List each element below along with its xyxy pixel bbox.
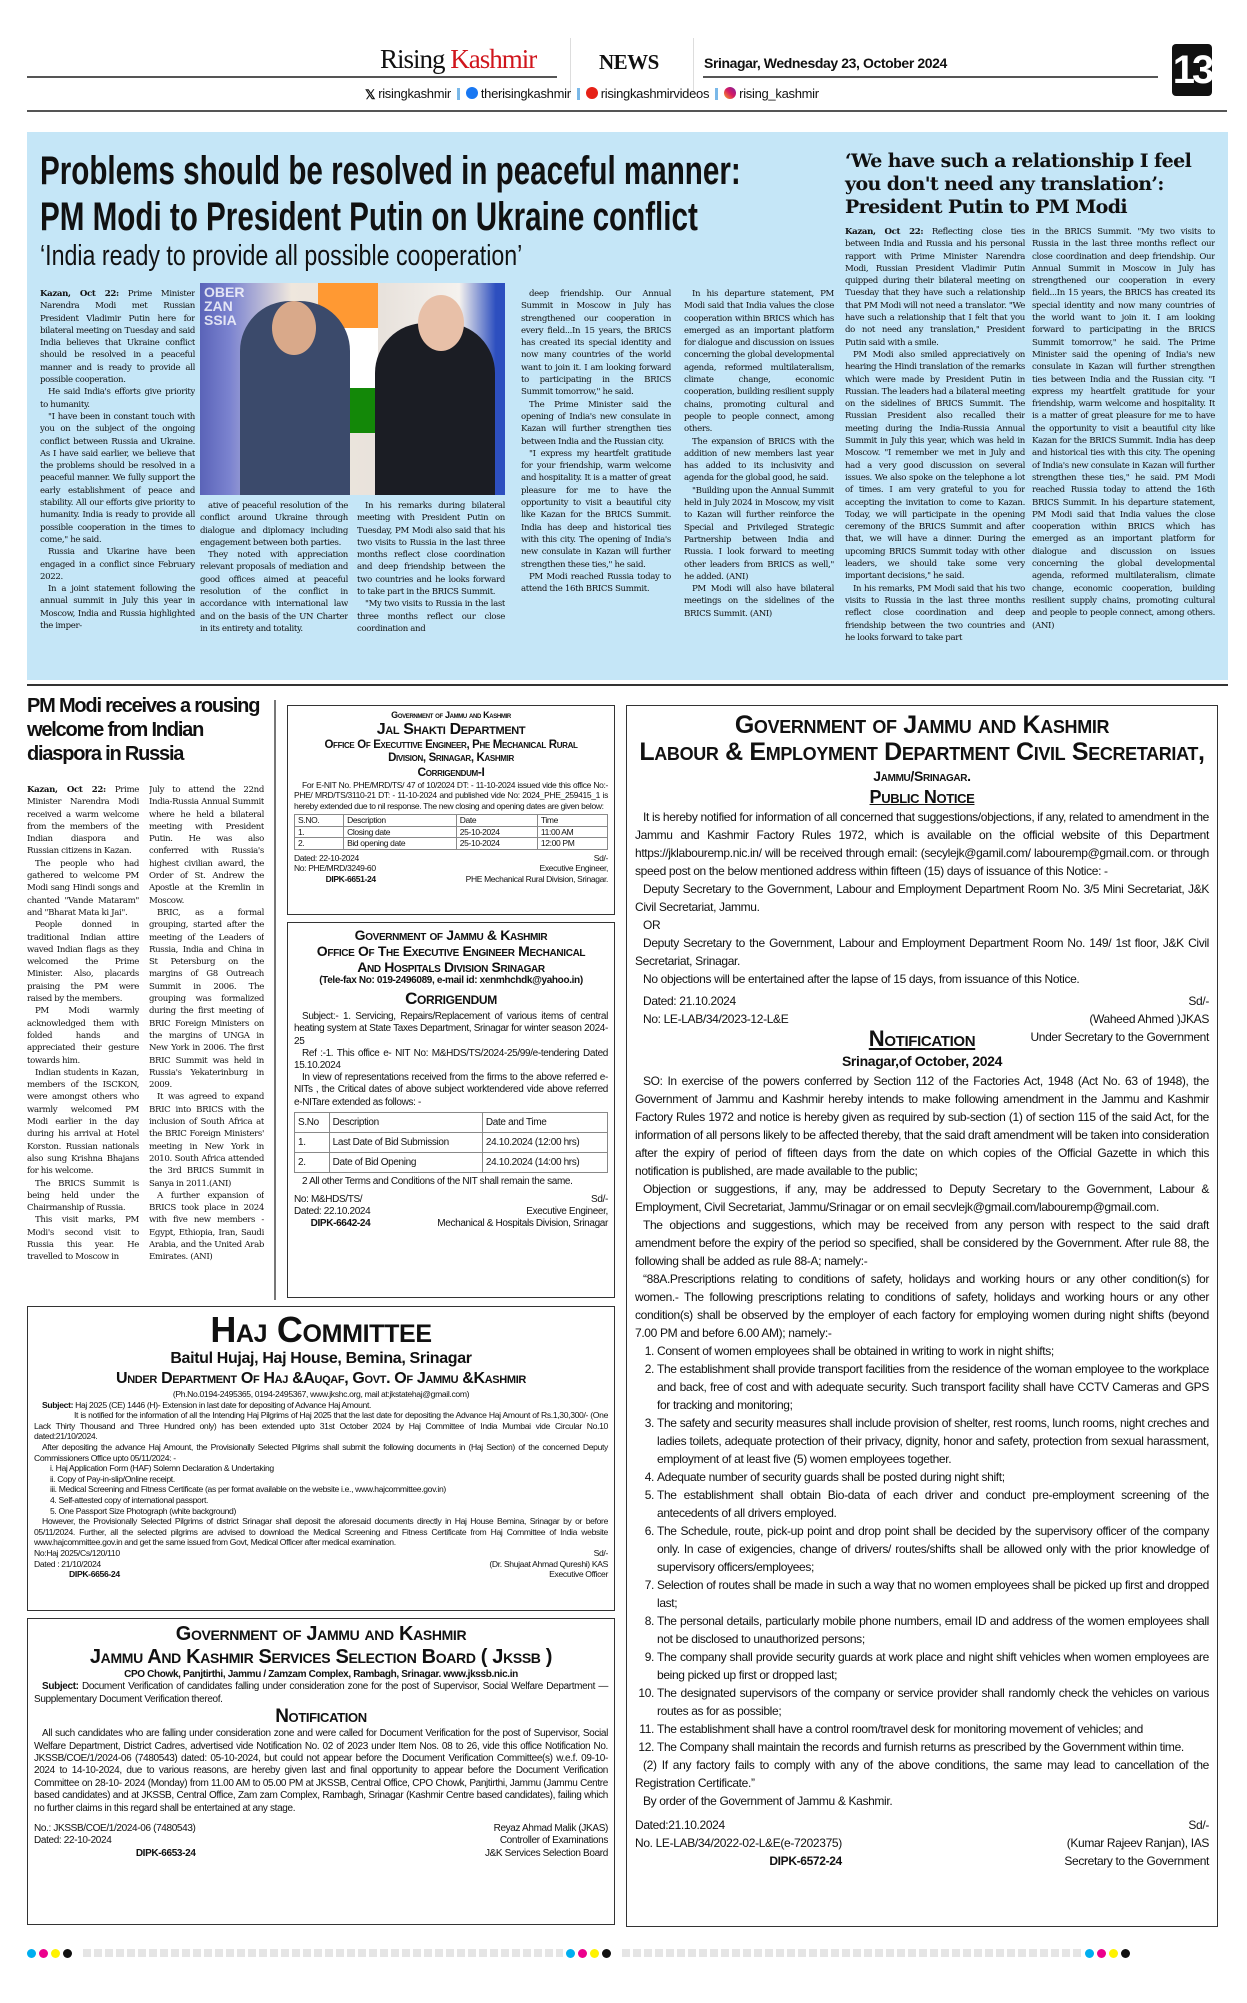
social-links (365, 86, 819, 101)
paragraph: OR (643, 918, 661, 932)
side-story-col2: in the BRICS Summit. "My two visits to Russia in the last three months reflect our close coordination and deep friendship. Our Annual Summit in Moscow in July has strengthened our cooperation in every field...In 15 years, the BRICS has created its special identity and now many countries of the world want to join it. I am looking forward to participating in the BRICS Summit tomorrow," he said. The Prime Minister said the opening of India's new consulate in Kazan will further strengthen ties between India and the Russian city. "I express my heartfelt gratitude for your friendship, warm welcome and hospitality. It is a matter of great pleasure for me to have the opportunity to visit a beautiful city like Kazan for the BRICS Summit. India has deep and historical ties with this city. The opening of India's new consulate in Kazan will further strengthen these ties," he said. PM Modi reached Russia today to attend the 16th BRICS Summit. In his departure statement, PM Modi said that India values the close cooperation within BRICS which has emerged as an important platform for dialogue and discussion on issues concerning the global developmental agenda, reformed multilateralism, climate change, economic cooperation, building resilient supply chains, promoting cultural and people to people connect, among others.(ANI) (1032, 227, 1215, 631)
paragraph: In his remarks during bilateral meeting with President Putin on Tuesday, PM Modi also said that his two visits to Russia in the last three months reflect close coordination and deep friendship between the two countries and he looks forward to take part in the BRICS Summit. (357, 501, 505, 598)
paragraph: Deputy Secretary to the Government, Labour and Employment Department Room No. 3/5 Mini Secretariat, J&K Civil Secretariat, Jammu. (635, 882, 1209, 914)
masthead-logo: Rising Kashmir (380, 44, 537, 74)
dateline: Srinagar, Wednesday 23, October 2024 (704, 55, 947, 71)
paragraph: deep friendship. Our Annual Summit in Moscow in July has strengthened our cooperation in every field...In 15 years, the BRICS has created its special identity and now many countries of the world want to join it. I am looking forward to participating in the BRICS Summit tomorrow," he said. (521, 289, 671, 398)
paragraph: This visit marks, PM Modi's second visit to Russia this year. He travelled to Moscow in (27, 1215, 139, 1263)
phe-dates-table: S.NO. Description Date Time 1. Closing date 25-10-2024 11:00 AM 2. Bid opening date 25-10-2024 12:00 PM (294, 814, 608, 850)
rule-item: 3. The safety and security measures shall include provision of shelter, rest rooms, lunch rooms, night creches and ladies toilets, adequate protection of their privacy, dignity, honor and safety, protection from sexual harassment, employment of at least five (5) women employees together. (657, 1414, 1209, 1468)
phe-corrigendum-notice: Government of Jammu and Kashmir Jal Shakti Department Office Of Executtive Engineer, Phe Mechanical Rural Division, Srinagar, Kashmir Corrigendum-I For E-NIT No. PHE/MRD/TS/ 47 of 10/2024 DT: - 11-10-2024 issued vide this office No:-PHE/ MRD/TS/3110-21 DT: - 11-10-2024 and published vide No: 2024_PHE_259415_1 is hereby extended due to nil response. The new closing and opening dates are given below: S.NO. Description Date Time 1. Closing date 25-10-2024 11:00 AM 2. Bid opening date 25-10-2024 12:00 PM Dated: 22-10-2024 No: PHE/MRD/3249-60 DIPK-6651-24 Sd/- Executive Engineer, PHE Mechanical Rural Division, Srinagar. (287, 705, 615, 915)
paragraph: The people who had gathered to welcome PM Modi sang Hindi songs and chanted "Vande Mataram" and "Bharat Mata ki Jai". (27, 858, 139, 918)
social-facebook[interactable]: therisingkashmir (466, 86, 571, 101)
paragraph: "My two visits to Russia in the last three months reflect our close coordination and (357, 599, 505, 634)
rules-list (635, 1342, 1209, 1756)
paragraph: In his departure statement, PM Modi said that India values the close cooperation within BRICS which has emerged as an important platform for dialogue and discussion on issues concerning the global developmental agenda, reformed multilateralism, climate change, economic cooperation, building resilient supply chains, promoting cultural and people to people connect, among others. (684, 289, 834, 435)
paragraph: Deputy Secretary to the Government, Labour and Employment Department Room No. 149/ 1st floor, J&K Civil Secretariat, Srinagar. (635, 936, 1209, 968)
social-youtube[interactable]: risingkashmirvideos (586, 86, 709, 101)
paragraph: PM Modi warmly acknowledged them with folded hands and appreciated their gesture towards him. (27, 1006, 139, 1066)
haj-committee-notice: Haj Committee Baitul Hujaj, Haj House, Bemina, Srinagar Under Department Of Haj &Auqaf, Govt. Of Jammu &Kashmir (Ph.No.0194-2495365, 0194-2495367, www.jkshc.org, mail at:jkstatehaj@gmail.com) Subject: Haj 2025 (CE) 1446 (H)- Extension in last date for depositing of Advance Haj Amount. It is notified for the information of all the Intending Haj Pilgrims of Haj 2025 that the last date for depositing the Advance Haj Amount of Rs.1,30,300/- (One Lack Thirty Thousand and Three Hundred only) has been extended upto 31st October 2024 by Haj Committee of India Mumbai vide Circular No.10 dated:21/10/2024. After depositing the advance Haj Amount, the Provisionally Selected Pilgrims shall submit the following documents in (Haj Section) of the concerned Deputy Commissioners Office upto 05/11/2024: - i. Haj Application Form (HAF) Solemn Declaration & Undertaking ii. Copy of Pay-in-slip/Online receipt. iii. Medical Screening and Fitness Certificate (as per format available on the website i.e., www.hajcommittee.gov.in) 4. Self-attested copy of international passport. 5. One Passport Size Photograph (white background) However, the Provisionally Selected Pilgrims of district Srinagar shall deposit the aforesaid documents directly in Haj House Bemina, Srinagar by or before 05/11/2024. Further, all the selected pilgrims are advised to download the Medical Screening and Fitness Certificate from Haj Committee of India website www.hajcommittee.gov.in and get the same issued from Govt, Medical Officer after medical examination. No:Haj 2025/Cs/120/110 Dated : 21/10/2024 DIPK-6656-24 Sd/- (Dr. Shujaat Ahmad Qureshi) KAS Executive Officer (27, 1306, 615, 1611)
rule-item: 10. The designated supervisors of the company or service provider shall randomly check the vehicles on various routes as for as possible; (657, 1684, 1209, 1720)
paragraph: It was agreed to expand BRIC into BRICS with the inclusion of South Africa at the BRIC Foreign Ministers' meeting in New York in 2010. South Africa attended the 3rd BRICS Summit in Sanya in 2011.(ANI) (149, 1092, 264, 1189)
paragraph: ii. Copy of Pay-in-slip/Online receipt. (50, 1473, 175, 1484)
instagram-icon (724, 87, 736, 99)
paragraph: iii. Medical Screening and Fitness Certificate (as per format available on the website i.e., www.hajcommittee.gov.in) (50, 1484, 446, 1495)
page-number: 13 (1172, 44, 1212, 96)
paragraph: He said India's efforts give priority to humanity. (40, 387, 195, 410)
paragraph: The objections and suggestions, which may be received from any person with respect to the said draft amendment before the expiry of the period so specified, shall be considered by the Government. After rule 88, the following shall be added as rule 88-A; namely:- (635, 1218, 1209, 1268)
mh-dates-table: S.No Description Date and Time 1. Last Date of Bid Submission 24.10.2024 (12:00 hrs) 2. Date of Bid Opening 24.10.2024 (14:00 hrs) (294, 1112, 608, 1173)
main-story-col4 (521, 288, 671, 663)
rule-item: 8. The personal details, particularly mobile phone numbers, email ID and address of the women employees shall not be disclosed to unauthorized persons; (657, 1612, 1209, 1648)
paragraph: "I express my heartfelt gratitude for your friendship, warm welcome and hospitality. It is a matter of great pleasure for me to have the opportunity to visit a beautiful city like Kazan for the BRICS Summit. India has deep and historical ties with this city. The opening of India's new consulate in Kazan will further strengthen these ties," he said. (521, 448, 671, 570)
main-story-col1: Kazan, Oct 22: Prime Minister Narendra Modi met Russian President Vladimir Putin here for bilateral meeting on Tuesday and said India believes that Ukraine conflict should be resolved in a peaceful manner and is ready to provide all possible cooperation. He said India's efforts give priority to humanity. "I have been in constant touch with you on the subject of the ongoing conflict between Russia and Ukraine. As I have said earlier, we believe that the problems should be resolved in a peaceful manner. We fully support the early establishment of peace and stability. All our efforts give priority to humanity. India is ready to provide all possible cooperation in the times to come," he said. Russia and Ukarine have been engaged in a conflict since February 2022. In a joint statement following the annual summit in July this year in Moscow, India and Russia highlighted the imper- (40, 289, 195, 632)
rule-item: 11. The establishment shall have a control room/travel desk for monitoring movement of vehicles; and (657, 1720, 1209, 1738)
color-registration-strip (27, 1948, 1130, 1958)
paragraph: PM Modi will also have bilateral meetings on the sidelines of the BRICS Summit. (ANI) (684, 584, 834, 619)
x-icon: 𝕏 (365, 87, 376, 102)
paragraph: 5. One Passport Size Photograph (white background) (50, 1505, 237, 1516)
social-instagram[interactable]: rising_kashmir (724, 86, 819, 101)
diaspora-col1: Kazan, Oct 22: Prime Minister Narendra Modi received a warm welcome from the members of the Indian diaspora and Russian citizens in Kazan. The people who had gathered to welcome PM Modi sang Hindi songs and chanted "Vande Mataram" and "Bharat Mata ki Jai". People donned in traditional Indian attire waved Indian flags as they welcomed the Prime Minister. Also, placards praising the PM were raised by the members. PM Modi warmly acknowledged them with folded hands and appreciated their gesture towards him. Indian students in Kazan, members of the ISCKON, were amongst others who warmly welcomed PM Modi earlier in the day during his arrival at Hotel Korston. Russian nationals also sung Krishna Bhajans for his welcome. The BRICS Summit is being held under the Chairmanship of Russia. This visit marks, PM Modi's second visit to Russia this year. He travelled to Moscow in (27, 785, 139, 1263)
rule-item: 9. The company shall provide security guards at work place and night shift vehicles when women employees are being picked up first or dropped last; (657, 1648, 1209, 1684)
paragraph: People donned in traditional Indian attire waved Indian flags as they welcomed the Prime Minister. Also, placards praising the PM were raised by the members. (27, 920, 139, 1005)
paragraph: The BRICS Summit is being held under the Chairmanship of Russia. (27, 1178, 139, 1214)
main-story-col2 (200, 500, 348, 665)
main-headline: Problems should be resolved in peaceful manner: PM Modi to President Putin on Ukraine conflict (40, 149, 741, 239)
paragraph: SO: In exercise of the powers conferred by Section 112 of the Factories Act, 1948 (Act No. 63 of 1948), the Government of Jammu and Kashmir hereby intends to make following amendment in the Jammu and Kashmir Factory Rules 1972 and notice is hereby given as required by sub-section (1) of section 115 of the said Act, for the information of all persons likely to be affected thereby, that the said draft amendment will be taken into consideration after the expiry of period of fifteen days from the date on which copies of the Official Gazette in which this notification is published, are made available to the public; (635, 1074, 1209, 1178)
main-story-col3 (357, 500, 505, 665)
paragraph: A further expansion of BRICS took place in 2024 with five new members - Egypt, Ethiopia, Iran, Saudi Arabia, and the United Arab Emirates. (ANI) (149, 1190, 264, 1263)
paragraph: Objection or suggestions, if any, may be addressed to Deputy Secretary to the Government, Labour & Employment, Civil Secretariat, Jammu/Srinagar or on email secvlejk@gmail.com/labouremp@gmail.com. (635, 1182, 1209, 1214)
rule-item: 1. Consent of women employees shall be obtained in writing to work in night shifts; (657, 1342, 1209, 1360)
side-headline: ‘We have such a relationship I feel you don't need any translation’: President Putin to PM Modi (845, 150, 1192, 218)
social-x[interactable]: 𝕏 risingkashmir (365, 86, 451, 102)
facebook-icon (466, 87, 478, 99)
rule-item: 2. The establishment shall provide transport facilities from the residence of the woman employee to the workplace and back, free of cost and with adequate security. Such transport facility shall have CCTV Cameras and GPS for tracking and monitoring; (657, 1360, 1209, 1414)
paragraph: Indian students in Kazan, members of the ISCKON, were amongst others who warmly welcomed PM Modi earlier in the day during his arrival at Hotel Korston. Russian nationals also sung Krishna Bhajans for his welcome. (27, 1067, 139, 1177)
paragraph: BRIC, as a formal grouping, started after the meeting of the Leaders of Russia, India and China in St Petersburg on the margins of G8 Outreach Summit in 2006. The grouping was formalized during the first meeting of BRIC Foreign Ministers on the margins of UNGA in New York in 2006. The first BRIC Summit was held in Russia's Yekaterinburg in 2009. (149, 907, 264, 1091)
rule-item: 12. The Company shall maintain the records and furnish returns as prescribed by the Government within time. (657, 1738, 1209, 1756)
paragraph: "Building upon the Annual Summit held in July 2024 in Moscow, my visit to Kazan will further reinforce the Special and Privileged Strategic Partnership between India and Russia. I look forward to meeting other leaders from BRICS as well," he added. (ANI) (684, 485, 834, 582)
paragraph: They noted with appreciation relevant proposals of mediation and good offices aimed at peaceful resolution of the conflict in accordance with international law and on the basis of the UN Charter in its entirety and totality. (200, 550, 348, 634)
paragraph: 4. Self-attested copy of international passport. (50, 1494, 209, 1505)
paragraph: i. Haj Application Form (HAF) Solemn Declaration & Undertaking (50, 1463, 274, 1474)
modi-putin-photo: OBER ZAN SSIA (200, 283, 505, 495)
paragraph: PM Modi reached Russia today to attend the 16th BRICS Summit. (521, 571, 671, 595)
paragraph: PM Modi also smiled appreciatively on hearing the Hindi translation of the remarks which were made by President Putin in Russian. The leaders had a bilateral meeting on the sidelines of BRICS Summit. The Russian President also recalled their meeting during the India-Russia Annual Summit in July this year, which was held in Moscow. "I remember we met in July and had a very good discussion on several issues. We also spoke on the telephone a lot of times. I am very grateful to you for accepting the invitation to come to Kazan. Today, we will participate in the opening ceremony of the BRICS Summit and after that, we will have a dinner. During the upcoming BRICS Summit today with other leaders, we should take some very important decisions," he said. (845, 349, 1025, 582)
youtube-icon (586, 87, 598, 99)
paragraph: No objections will be entertained after the lapse of 15 days, from issuance of this Notice. (643, 972, 1080, 986)
paragraph: "I have been in constant touch with you on the subject of the ongoing conflict between Russia and Ukraine. As I have said earlier, we believe that the problems should be resolved in a peaceful manner. We fully support the early establishment of peace and stability. All our efforts give priority to humanity. India is ready to provide all possible cooperation in the times to come," he said. (40, 411, 195, 545)
rule-item: 5. The establishment shall obtain Bio-data of each driver and conduct pre-employment screening of the antecedents of all drivers employed. (657, 1486, 1209, 1522)
paragraph: The Prime Minister said the opening of India's new consulate in Kazan will further strengthen ties between India and the Russian city. (521, 399, 671, 447)
paragraph: Russia and Ukarine have been engaged in a conflict since February 2022. (40, 547, 195, 582)
side-story-col1: Kazan, Oct 22: Reflecting close ties between India and Russia and his personal rapport with Prime Minister Narendra Modi, Russian President Vladimir Putin quipped during their bilateral meeting on Tuesday that they have such a relationship that PM Modi will not need a translator. "We have such a relationship that I felt that you do not need any translation," President Putin said with a smile. PM Modi also smiled appreciatively on hearing the Hindi translation of the remarks which were made by President Putin in Russian. The leaders had a bilateral meeting on the sidelines of BRICS Summit. The Russian President also recalled their meeting during the India-Russia Annual Summit in July this year, which was held in Moscow. "I remember we met in July and had a very good discussion on several issues. We also spoke on the telephone a lot of times. I am very grateful to you for accepting the invitation to come to Kazan. Today, we will participate in the opening ceremony of the BRICS Summit and after that, we will have a dinner. During the upcoming BRICS Summit today with other leaders, we should take some very important decisions," he said. In his remarks, PM Modi said that his two visits to Russia in the last three months reflect close coordination and deep friendship between the two countries and he looks forward to take part (845, 227, 1025, 643)
paragraph: “88A.Prescriptions relating to conditions of safety, holidays and working hours or any other condition(s) for women.- The following prescriptions relating to conditions of safety, holidays and working hours or any other condition(s) shall be observed by the employer of each factory for employing women during night shifts (beyond 7.00 PM and before 6.00 AM); namely:- (635, 1272, 1209, 1340)
diaspora-col2: July to attend the 22nd India-Russia Annual Summit where he held a bilateral meeting with President Putin. He was also conferred with Russia's highest civilian award, the Order of St. Andrew the Apostle at the Kremlin in Moscow. BRIC, as a formal grouping, started after the meeting of the Leaders of Russia, India and China in St Petersburg on the margins of G8 Outreach Summit in 2006. The grouping was formalized during the first meeting of BRIC Foreign Ministers on the margins of UNGA in New York in 2006. The first BRIC Summit was held in Russia's Yekaterinburg in 2009. It was agreed to expand BRIC into BRICS with the inclusion of South Africa at the BRIC Foreign Ministers' meeting in New York in 2010. South Africa attended the 3rd BRICS Summit in Sanya in 2011.(ANI) A further expansion of BRICS took place in 2024 with five new members - Egypt, Ethiopia, Iran, Saudi Arabia, and the United Arab Emirates. (ANI) (149, 785, 264, 1263)
jkssb-notification: Government of Jammu and Kashmir Jammu And Kashmir Services Selection Board ( Jkssb ) CPO Chowk, Panjtirthi, Jammu / Zamzam Complex, Rambagh, Srinagar. www.jkssb.nic.in Subject: Document Verification of candidates falling under consideration zone for the post of Supervisor, Social Welfare Department — Supplementary Document Verification thereof. Notification All such candidates who are falling under consideration zone and were called for Document Verification for the post of Supervisor, Social Welfare Department, District Cadres, advertised vide Notification No. 02 of 2023 under Item Nos. 08 to 26, vide this office Notification No. JKSSB/COE/1/2024-06 (7480543) dated: 05-10-2024, but could not appear before the Document Verification Committee(s) w.e.f. 09-10-2024 to 14-10-2024, due to various reasons, are hereby given last and final opportunity to appear before the Document Verification Committee on 28-10- 2024 (Monday) from 11.00 AM to 05.00 PM at JKSSB, Central Office, CPO Chowk, Panjtirthi, Jammu (Jammu Centre based candidates) and at JKSSB, Central Office, Zam zam Complex, Rambagh, Srinagar (Kashmir Centre based candidates), failing which no further claims in this regard shall be entertained at any stage. No.: JKSSB/COE/1/2024-06 (7480543) Dated: 22-10-2024 DIPK-6653-24 Reyaz Ahmad Malik (JKAS) Controller of Examinations J&K Services Selection Board (27, 1618, 615, 1925)
paragraph: In a joint statement following the annual summit in July this year in Moscow, India and Russia highlighted the imper- (40, 584, 195, 632)
main-subhead: ‘India ready to provide all possible cooperation’ (40, 240, 523, 272)
rule-item: 7. Selection of routes shall be made in such a way that no women employees shall be picked up first and dropped last; (657, 1576, 1209, 1612)
section-label: NEWS (599, 50, 659, 74)
paragraph: ative of peaceful resolution of the conflict around Ukraine through dialogue and diplomacy including engagement between both parties. (200, 501, 348, 548)
paragraph: The expansion of BRICS with the addition of new members last year has added to its inclusivity and agenda for the global good, he said. (684, 436, 834, 484)
rule-item: 4. Adequate number of security guards shall be posted during night shift; (657, 1468, 1209, 1486)
paragraph: It is hereby notified for information of all concerned that suggestions/objections, if any, related to amendment in the Jammu and Kashmir Factory Rules 1972, which is available on the official website of this Department https://jklabouremp.nic.in/ will be received through email: (secylejk@gamil.com/ labouremp@gmail.com. or through speed post on the below mentioned address within fifteen (15) days of issuance of this Notice: - (635, 810, 1209, 878)
mh-corrigendum-notice: Government of Jammu & Kashmir Office Of The Executive Engineer Mechanical And Hospitals Division Srinagar (Tele-fax No: 019-2496089, e-mail id: xenmhchdk@yahoo.in) Corrigendum Subject:- 1. Servicing, Repairs/Replacement of various items of central heating system at State Taxes Department, Srinagar for winter season 2024-25 Ref :-1. This office e- NIT No: M&HDS/TS/2024-25/99/e-tendering Dated 15.10.2024 In view of representations received from the firms to the above referred e-NITs , the Critical dates of above subject worktendered vide above referred e-NITare extended as follows: - S.No Description Date and Time 1. Last Date of Bid Submission 24.10.2024 (12:00 hrs) 2. Date of Bid Opening 24.10.2024 (14:00 hrs) 2 All other Terms and Conditions of the NIT shall remain the same. No: M&HDS/TS/ Dated: 22.10.2024 DIPK-6642-24 Sd/- Executive Engineer, Mechanical & Hospitals Division, Srinagar (287, 922, 615, 1298)
diaspora-headline: PM Modi receives a rousing welcome from Indian diaspora in Russia (27, 695, 260, 765)
main-story-col5 (684, 288, 834, 663)
rule-item: 6. The Schedule, route, pick-up point and drop point shall be decided by the supervisory officer of the company only. In case of exigencies, change of drivers/ routes/shifts shall be allowed only with the prior knowledge of supervisory officers/employees; (657, 1522, 1209, 1576)
paragraph: In his remarks, PM Modi said that his two visits to Russia in the last three months reflect close coordination and deep friendship between the two countries and he looks forward to take part (845, 583, 1025, 643)
labour-public-notice: Government of Jammu and Kashmir Labour & Employment Department Civil Secretariat, Jammu/Srinagar. Public Notice It is hereby notified for information of all concerned that suggestions/objections, if any, related to amendment in the Jammu and Kashmir Factory Rules 1972, which is available on the official website of this Department https://jklabouremp.nic.in/ will be received through email: (secylejk@gamil.com/ labouremp@gmail.com. or through speed post on the below mentioned address within fifteen (15) days of issuance of this Notice: - Deputy Secretary to the Government, Labour and Employment Department Room No. 3/5 Mini Secretariat, J&K Civil Secretariat, Jammu. OR Deputy Secretary to the Government, Labour and Employment Department Room No. 149/ 1st floor, J&K Civil Secretariat, Srinagar. No objections will be entertained after the lapse of 15 days, from issuance of this Notice. Dated: 21.10.2024 No: LE-LAB/34/2023-12-L&E Sd/- (Waheed Ahmed )JKAS Under Secretary to the Government Notification Srinagar,of October, 2024 SO: In exercise of the powers conferred by Section 112 of the Factories Act, 1948 (Act No. 63 of 1948), the Government of Jammu and Kashmir hereby intends to make following amendment in the Jammu and Kashmir Factory Rules 1972 and notice is hereby given as required by sub-section (1) of section 115 of the said Act, for the information of all persons likely to be affected thereby, that the said draft amendment will be taken into consideration after the expiry of period of fifteen days from the date on which copies of the Official Gazette in which this notification is published, are made available to the public; Objection or suggestions, if any, may be addressed to Deputy Secretary to the Government, Labour & Employment, Civil Secretariat, Jammu/Srinagar or on email secvlejk@gmail.com/labouremp@gmail.com. The objections and suggestions, which may be received from any person with respect to the said draft amendment before the expiry of the period so specified, shall be considered by the Government. After rule 88, the following shall be added as rule 88-A; namely:- “88A.Prescriptions relating to conditions of safety, holidays and working hours or any other condition(s) for women.- The following prescriptions relating to conditions of safety, holidays and working hours or any other condition(s) shall be observed by the employer of each factory for employing women during night shifts (beyond 7.00 PM and before 6.00 AM); namely:- 1. Consent of women employees shall be obtained in writing to work in night shifts; 2. The establishment shall provide transport facilities from the residence of the woman employee to the workplace and back, free of cost and with adequate security. Such transport facility shall have CCTV Cameras and GPS for tracking and monitoring; 3. The safety and security measures shall include provision of shelter, rest rooms, lunch rooms, night creches and ladies toilets, adequate protection of their privacy, dignity, honor and safety, protection from sexual harassment, employment of at least five (5) women employees together. 4. Adequate number of security guards shall be posted during night shift; 5. The establishment shall obtain Bio-data of each driver and conduct pre-employment screening of the antecedents of all drivers employed. 6. The Schedule, route, pick-up point and drop point shall be decided by the supervisory officer of the company only. In case of exigencies, change of drivers/ routes/shifts shall be allowed only with the prior knowledge of supervisory officers/employees; 7. Selection of routes shall be made in such a way that no women employees shall be picked up first and dropped last; 8. The personal details, particularly mobile phone numbers, email ID and address of the women employees shall not be disclosed to unauthorized persons; 9. The company shall provide security guards at work place and night shift vehicles when women employees are being picked up first or dropped last; 10. The designated supervisors of the company or service provider shall randomly check the vehicles on various routes as for as possible; 11. The establishment shall have a control room/travel desk for monitoring movement of vehicles; and 12. The Company shall maintain the records and furnish returns as prescribed by the Government within time. (2) If any factory fails to comply with any of the above conditions, the same may lead to cancellation of the Registration Certificate.” By order of the Government of Jammu & Kashmir. Dated:21.10.2024 No. LE-LAB/34/2022-02-L&E(e-7202375) DIPK-6572-24 Sd/- (Kumar Rajeev Ranjan), IAS Secretary to the Government (626, 705, 1218, 1927)
